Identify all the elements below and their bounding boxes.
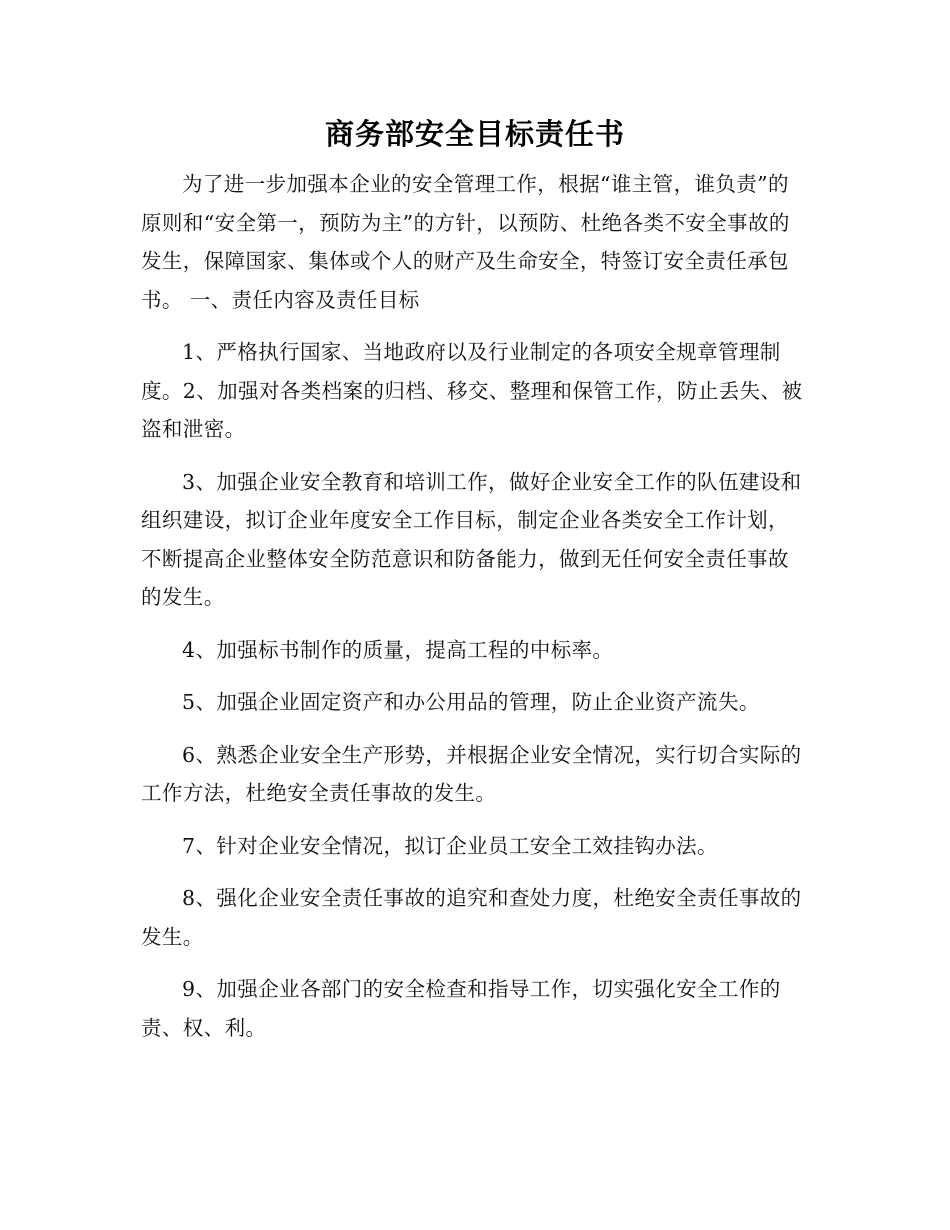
document-title: 商务部安全目标责任书 xyxy=(324,117,625,151)
paragraph-item-6: 6、熟悉企业安全生产形势，并根据企业安全情况，实行切合实际的工作方法，杜绝安全责任事故的发生。 xyxy=(141,742,802,805)
paragraph-item-1-2: 1、严格执行国家、当地政府以及行业制定的各项安全规章管理制度。2、加强对各类档案的归档、移交、整理和保管工作，防止丢失、被盗和泄密。 xyxy=(141,340,803,441)
paragraph-item-9: 9、加强企业各部门的安全检查和指导工作，切实强化安全工作的责、权、利。 xyxy=(141,977,781,1040)
document-body xyxy=(141,165,809,1061)
paragraph-intro: 为了进一步加强本企业的安全管理工作，根据“谁主管，谁负责”的原则和“安全第一，预防为主”的方针，以预防、杜绝各类不安全事故的发生，保障国家、集体或个人的财产及生命安全，特签订安全责任承包书。 一、责任内容及责任目标 xyxy=(141,172,790,312)
paragraph-item-8: 8、强化企业安全责任事故的追究和查处力度，杜绝安全责任事故的发生。 xyxy=(141,886,802,949)
paragraph-item-4: 4、加强标书制作的质量，提高工程的中标率。 xyxy=(182,637,614,662)
paragraph-item-7: 7、针对企业安全情况，拟订企业员工安全工效挂钩办法。 xyxy=(182,833,718,858)
paragraph-item-5: 5、加强企业固定资产和办公用品的管理，防止企业资产流失。 xyxy=(182,690,760,714)
paragraph-item-3: 3、加强企业安全教育和培训工作，做好企业安全工作的队伍建设和组织建设，拟订企业年度安全工作目标，制定企业各类安全工作计划，不断提高企业整体安全防范意识和防备能力，做到无任何安全责任事故的发生。 xyxy=(141,469,802,609)
